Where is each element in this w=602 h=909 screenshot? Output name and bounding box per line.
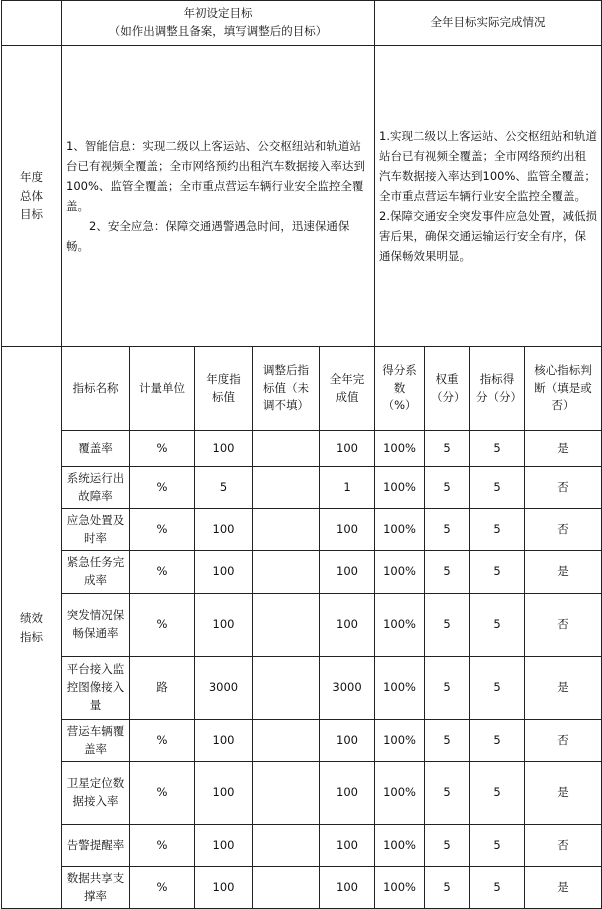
core-cell: 是 [525, 657, 602, 720]
adjusted-cell [253, 431, 320, 467]
coefficient-cell: 100% [375, 467, 425, 509]
adjusted-cell [253, 594, 320, 657]
indicator-header-row [2, 347, 602, 431]
completed-cell: 100 [320, 594, 375, 657]
completed-cell: 100 [320, 551, 375, 594]
table-row [2, 825, 602, 867]
score-cell: 5 [470, 720, 525, 762]
adjusted-cell [253, 467, 320, 509]
weight-cell: 5 [425, 762, 470, 825]
adjusted-cell [253, 825, 320, 867]
table-row [2, 594, 602, 657]
target-cell: 100 [195, 867, 253, 909]
coefficient-cell: 100% [375, 551, 425, 594]
target-cell: 5 [195, 467, 253, 509]
actual-header: 全年目标实际完成情况 [375, 1, 602, 46]
score-cell: 5 [470, 657, 525, 720]
core-cell: 否 [525, 594, 602, 657]
table-row [2, 867, 602, 909]
completed-cell: 100 [320, 720, 375, 762]
completed-cell: 100 [320, 825, 375, 867]
indicator-name: 覆盖率 [62, 431, 130, 467]
indicator-name: 系统运行出故障率 [62, 467, 130, 509]
annual-goal-row [2, 46, 602, 347]
score-cell: 5 [470, 825, 525, 867]
unit-cell: % [130, 720, 195, 762]
indicator-name: 卫星定位数据接入率 [62, 762, 130, 825]
table-row [2, 762, 602, 825]
coefficient-cell: 100% [375, 509, 425, 551]
coefficient-cell: 100% [375, 431, 425, 467]
completed-cell: 1 [320, 467, 375, 509]
indicator-name: 数据共享支撑率 [62, 867, 130, 909]
plan-subtitle: （如作出调整且备案，填写调整后的目标） [108, 24, 328, 38]
score-cell: 5 [470, 467, 525, 509]
annual-goal-actual [375, 46, 602, 347]
plan-title: 年初设定目标 [183, 6, 253, 21]
completed-cell: 100 [320, 431, 375, 467]
target-cell: 100 [195, 509, 253, 551]
col-header: 指标得分（分） [470, 347, 525, 431]
table-row [2, 431, 602, 467]
score-cell: 5 [470, 431, 525, 467]
core-cell: 否 [525, 825, 602, 867]
unit-cell: 路 [130, 657, 195, 720]
weight-cell: 5 [425, 509, 470, 551]
weight-cell: 5 [425, 825, 470, 867]
actual-goal-item: 1.实现二级以上客运站、公交枢纽站和轨道站台已有视频全覆盖；全市网络预约出租汽车数据接入率达到100%、监管全覆盖；全市重点营运车辆行业安全监控全覆盖。 [379, 128, 598, 203]
col-header: 权重（分） [425, 347, 470, 431]
unit-cell: % [130, 509, 195, 551]
weight-cell: 5 [425, 551, 470, 594]
col-header: 计量单位 [130, 347, 195, 431]
col-header: 得分系数（%） [375, 347, 425, 431]
plan-goal-item: 2、安全应急：保障交通遇警遇急时间，迅速保通保畅。 [66, 219, 350, 254]
completed-cell: 3000 [320, 657, 375, 720]
annual-goal-label: 年度总体目标 [2, 46, 62, 347]
core-cell: 是 [525, 431, 602, 467]
weight-cell: 5 [425, 867, 470, 909]
unit-cell: % [130, 551, 195, 594]
unit-cell: % [130, 594, 195, 657]
header-row [2, 1, 602, 46]
table-row [2, 467, 602, 509]
coefficient-cell: 100% [375, 825, 425, 867]
coefficient-cell: 100% [375, 867, 425, 909]
core-cell: 是 [525, 551, 602, 594]
score-cell: 5 [470, 594, 525, 657]
target-cell: 100 [195, 825, 253, 867]
coefficient-cell: 100% [375, 594, 425, 657]
plan-goal-item: 1、智能信息：实现二级以上客运站、公交枢纽站和轨道站台已有视频全覆盖；全市网络预约出租汽车数据接入率达到100%、监管全覆盖；全市重点营运车辆行业安全监控全覆盖。 [66, 138, 365, 213]
indicator-name: 告警提醒率 [62, 825, 130, 867]
target-cell: 100 [195, 431, 253, 467]
unit-cell: % [130, 762, 195, 825]
weight-cell: 5 [425, 467, 470, 509]
core-cell: 是 [525, 762, 602, 825]
col-header: 全年完成值 [320, 347, 375, 431]
score-cell: 5 [470, 551, 525, 594]
weight-cell: 5 [425, 594, 470, 657]
adjusted-cell [253, 551, 320, 594]
unit-cell: % [130, 825, 195, 867]
target-cell: 100 [195, 720, 253, 762]
table-row [2, 720, 602, 762]
unit-cell: % [130, 431, 195, 467]
adjusted-cell [253, 762, 320, 825]
indicator-name: 突发情况保畅保通率 [62, 594, 130, 657]
completed-cell: 100 [320, 762, 375, 825]
indicator-name: 营运车辆覆盖率 [62, 720, 130, 762]
indicators-label: 绩效指标 [2, 347, 62, 909]
unit-cell: % [130, 467, 195, 509]
score-cell: 5 [470, 762, 525, 825]
col-header: 调整后指标值（未调不填） [253, 347, 320, 431]
adjusted-cell [253, 867, 320, 909]
indicator-name: 平台接入监控图像接入量 [62, 657, 130, 720]
completed-cell: 100 [320, 867, 375, 909]
adjusted-cell [253, 720, 320, 762]
table-row [2, 657, 602, 720]
score-cell: 5 [470, 509, 525, 551]
weight-cell: 5 [425, 657, 470, 720]
adjusted-cell [253, 657, 320, 720]
table-row [2, 509, 602, 551]
coefficient-cell: 100% [375, 720, 425, 762]
annual-goal-plan [62, 46, 375, 347]
coefficient-cell: 100% [375, 762, 425, 825]
unit-cell: % [130, 867, 195, 909]
weight-cell: 5 [425, 431, 470, 467]
corner-cell [2, 1, 62, 46]
target-cell: 100 [195, 551, 253, 594]
coefficient-cell: 100% [375, 657, 425, 720]
core-cell: 否 [525, 467, 602, 509]
adjusted-cell [253, 509, 320, 551]
plan-header [62, 1, 375, 46]
col-header: 指标名称 [62, 347, 130, 431]
core-cell: 否 [525, 509, 602, 551]
col-header: 核心指标判断（填是或否） [525, 347, 602, 431]
completed-cell: 100 [320, 509, 375, 551]
core-cell: 是 [525, 867, 602, 909]
target-cell: 3000 [195, 657, 253, 720]
table-row [2, 551, 602, 594]
actual-goal-item: 2.保障交通安全突发事件应急处置，减低损害后果，确保交通运输运行安全有序，保通保畅效果明显。 [379, 209, 598, 264]
performance-table [1, 0, 602, 909]
core-cell: 否 [525, 720, 602, 762]
target-cell: 100 [195, 594, 253, 657]
weight-cell: 5 [425, 720, 470, 762]
indicator-name: 紧急任务完成率 [62, 551, 130, 594]
col-header: 年度指标值 [195, 347, 253, 431]
indicator-name: 应急处置及时率 [62, 509, 130, 551]
score-cell: 5 [470, 867, 525, 909]
target-cell: 100 [195, 762, 253, 825]
